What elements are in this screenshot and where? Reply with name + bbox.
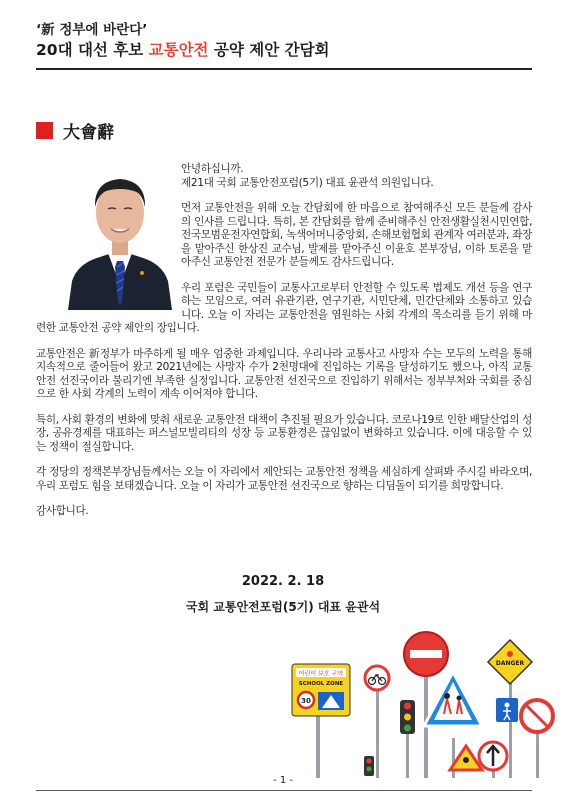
document-header (36, 22, 536, 70)
signature-name: 국회 교통안전포럼(5기) 대표 윤관석 (185, 600, 381, 614)
title-prefix: 20대 대선 후보 (36, 41, 149, 59)
section-heading (36, 120, 114, 143)
svg-text:SCHOOL ZONE: SCHOOL ZONE (298, 681, 344, 687)
header-rule (36, 68, 532, 70)
paragraph-closing: 감사합니다. (36, 505, 89, 517)
section-label: 大會辭 (63, 122, 114, 143)
address-body (36, 163, 532, 531)
footer-rule (36, 790, 532, 791)
paragraph-request: 각 정당의 정책본부장님들께서는 오늘 이 자리에서 제안되는 교통안전 정책을 세심하게 살펴봐 주시길 바라오며, 우리 포럼도 힘을 보태겠습니다. 오늘 이 자리가 교통안전 선진국으로 향하는 디딤돌이 되기를 희망합니다. (36, 466, 532, 492)
svg-text:DANGER: DANGER (495, 660, 525, 667)
title-highlight: 교통안전 (148, 41, 209, 59)
traffic-signs-illustration (286, 628, 556, 778)
pedestrian-sign-icon (496, 698, 518, 722)
header-title (36, 40, 536, 61)
title-suffix: 공약 제안 간담회 (208, 41, 330, 59)
paragraph-challenge: 교통안전은 新정부가 마주하게 될 매우 엄중한 과제입니다. 우리나라 교통사고 사망자 수는 모두의 노력을 통해 지속적으로 줄어들어 왔고 2021년에는 사망자 수가 2천명대에 진입하는 기록을 달성하기도 했으나, 아직 교통안전 선진국이라 불리기엔 부족한 실정입니다. 교통안전 선진국으로 진입하기 위해서는 정부부처와 국회를 중심으로 한 사회 각계의 노력이 계속 이어져야 합니다. (36, 347, 532, 400)
paragraph-thanks: 먼저 교통안전을 위해 오늘 간담회에 한 마음으로 참여해주신 모든 분들께 감사의 인사를 드립니다. 특히, 본 간담회를 함께 준비해주신 안전생활실천시민연합, 전국모범운전자연합회, 녹색어머니중앙회, 손해보험협회 관계자 여러분과, 좌장을 맡아주신 한상진 교수님, 발제를 맡아주신 이윤호 본부장님, 이하 토론을 맡아주신 교통안전 전문가 분들께도 감사드립니다. (181, 202, 532, 268)
paragraph-change: 특히, 사회 환경의 변화에 맞춰 새로운 교통안전 대책이 추진될 필요가 있습니다. 코로나19로 인한 배달산업의 성장, 공유경제를 대표하는 퍼스널모빌리티의 성장 등 교통환경은 끊임없이 변화하고 있습니다. 이에 대응할 수 있는 정책이 절실합니다. (36, 413, 532, 453)
page-number: - 1 - (273, 775, 293, 786)
section-marker-icon (36, 122, 53, 139)
paragraph-forum: 우리 포럼은 국민들이 교통사고로부터 안전할 수 있도록 법제도 개선 등을 연구하는 모임으로, 여러 유관기관, 연구기관, 시민단체, 민간단체와 소통하고 있습니다. 오늘 이 자리는 교통안전을 염원하는 사회 각계의 목소리를 듣기 위해 마련한 교통안전 공약 제안의 장입니다. (36, 281, 532, 334)
svg-text:30: 30 (301, 697, 311, 705)
signature-date: 2022. 2. 18 (241, 574, 325, 589)
school-zone-sign-icon (292, 664, 350, 778)
header-subtitle: ‘新 정부에 바란다’ (36, 22, 148, 38)
traffic-light-icon (400, 700, 415, 778)
no-pedestrian-sign-icon (521, 700, 553, 778)
small-traffic-light-icon (364, 756, 374, 776)
svg-text:어린이 보호 구역: 어린이 보호 구역 (298, 670, 344, 678)
paragraph-greeting: 안녕하십니까. 제21대 국회 교통안전포럼(5기) 대표 윤관석 의원입니다. (181, 163, 434, 189)
go-straight-sign-icon (479, 742, 507, 778)
